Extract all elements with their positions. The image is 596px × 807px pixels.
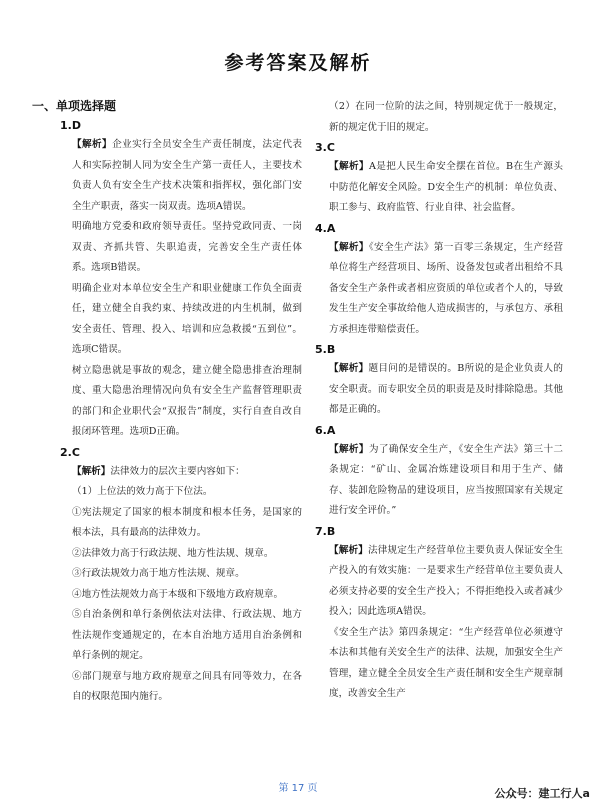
explanation-paragraph: 树立隐患就是事故的观念，建立健全隐患排查治理制度、重大隐患治理情况向负有安全生产监督管理职责的部门和企业职代会“双报告”制度，实行自查自改自报闭环管理。选项D正确。 (72, 364, 302, 437)
explanation-paragraph: ⑤自治条例和单行条例依法对法律、行政法规、地方性法规作变通规定的，在本自治地方适用自治条例和单行条例的规定。 (72, 609, 302, 661)
explanation-paragraph: ⑥部门规章与地方政府规章之间具有同等效力，在各自的权限范围内施行。 (72, 670, 302, 702)
explanation-paragraph: ①宪法规定了国家的根本制度和根本任务，是国家的根本法，具有最高的法律效力。 (72, 506, 302, 538)
analysis-tag: 【解析】 (72, 139, 113, 150)
left-column (32, 96, 303, 708)
analysis-tag: 【解析】 (329, 241, 369, 253)
explanation-paragraph: 《安全生产法》第四条规定：“生产经营单位必须遵守本法和其他有关安全生产的法律、法规，加强安全生产管理，建立健全全员安全生产责任制和安全生产规章制度，改善安全生产 (329, 626, 563, 699)
explanation-paragraph: ④地方性法规效力高于本级和下级地方政府规章。 (72, 588, 284, 600)
question-number-5: 5.B (315, 343, 336, 356)
analysis-tag: 【解析】 (329, 443, 369, 455)
answer-explanation (72, 135, 302, 217)
explanation-text: 为了确保安全生产，《安全生产法》第三十二条规定：“矿山、金属冶炼建设项目和用于生产、储存、装卸危险物品的建设项目，应当按照国家有关规定进行安全评价。” (329, 443, 564, 516)
question-number-4: 4.A (315, 221, 336, 235)
explanation-paragraph: 明确企业对本单位安全生产和职业健康工作负全面责任，建立健全自我约束、持续改进的内生机制，做到安全责任、管理、投入、培训和应急救援“五到位”。选项C错误。 (72, 282, 302, 355)
explanation-paragraph: （1）上位法的效力高于下位法。 (72, 486, 213, 497)
analysis-tag: 【解析】 (329, 363, 369, 374)
answer-explanation (329, 157, 563, 219)
answer-explanation (329, 238, 563, 341)
page-number: 第 17 页 (278, 783, 318, 794)
question-number-1: 1.D (60, 119, 81, 132)
explanation-text: 法律效力的层次主要内容如下： (110, 465, 245, 477)
answer-explanation (329, 359, 563, 421)
answer-explanation (72, 462, 302, 483)
analysis-tag: 【解析】 (329, 544, 369, 556)
analysis-tag: 【解析】 (72, 465, 111, 477)
explanation-text: 法律规定生产经营单位主要负责人保证安全生产投入的有效实施：一是要求生产经营单位主要负责人必须支持必要的安全生产投入；不得拒绝投入或者减少投入；因此选项A错误。 (329, 544, 564, 617)
explanation-text: 企业实行全员安全生产责任制度，法定代表人和实际控制人同为安全生产第一责任人，主要技术负责人负有安全生产技术决策和指挥权，强化部门安全生产职责，落实一岗双责。选项A错误。 (72, 139, 303, 212)
watermark: 公众号：建工行人a (494, 787, 590, 800)
right-column (313, 97, 563, 705)
explanation-text: 《安全生产法》第一百零三条规定，生产经营单位将生产经营项目、场所、设备发包或者出租给不具备安全生产条件或者相应资质的单位或者个人的，导致发生生产安全事故给他人造成损害的，与承包方、承租方承担连带赔偿责任。 (329, 241, 564, 335)
analysis-tag: 【解析】 (329, 161, 369, 172)
question-number-7: 7.B (315, 524, 336, 538)
explanation-paragraph: 明确地方党委和政府领导责任。坚持党政同责、一岗双责、齐抓共管、失职追责，完善安全生产责任体系。选项B错误。 (72, 221, 302, 273)
explanation-paragraph: ②法律效力高于行政法规、地方性法规、规章。 (72, 547, 274, 559)
page-title: 参考答案及解析 (224, 52, 372, 74)
question-number-2: 2.C (60, 445, 80, 459)
section-heading: 一、单项选择题 (32, 99, 117, 113)
explanation-paragraph: ③行政法规效力高于地方性法规、规章。 (72, 568, 245, 579)
question-number-6: 6.A (315, 423, 336, 437)
answer-explanation (329, 440, 563, 522)
answer-explanation (329, 541, 563, 623)
explanation-text: 题目问的是错误的。B所说的是企业负责人的安全职责。而专职安全员的职责是及时排除隐患。其他都是正确的。 (329, 363, 563, 415)
explanation-text: A是把人民生命安全摆在首位。B在生产源头中防范化解安全风险。D安全生产的机制：单位负责、职工参与、政府监管、行业自律、社会监督。 (329, 161, 563, 213)
explanation-paragraph: （2）在同一位阶的法之间，特别规定优于一般规定，新的规定优于旧的规定。 (329, 101, 563, 133)
question-number-3: 3.C (315, 141, 335, 154)
